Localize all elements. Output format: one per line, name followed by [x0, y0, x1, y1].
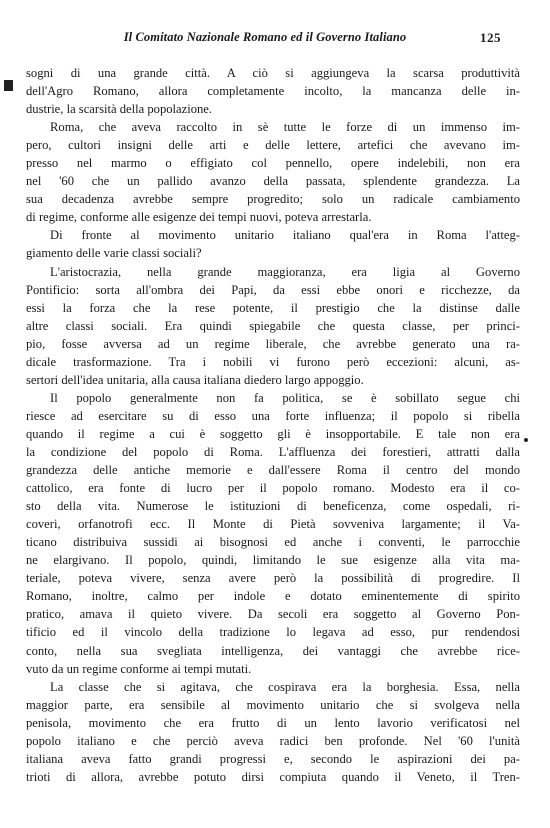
- text-line: Romano, inoltre, calmo per indole e dotato eminentemente di spirito: [26, 589, 520, 604]
- text-line: nel '60 che un pallido avanzo della passata, splendente grandezza. La: [26, 174, 520, 189]
- text-line: coveri, orfanotrofi ecc. Il Monte di Pietà sovveniva largamente; il Va-: [26, 517, 520, 532]
- margin-dot: [524, 438, 528, 442]
- text-line: la condizione del popolo di Roma. L'affluenza dei forestieri, attratti dalla: [26, 444, 520, 459]
- text-line: pero, cultori insigni delle arti e delle lettere, artefici che avevano im-: [26, 138, 520, 153]
- text-line: pratico, amava il quieto vivere. Da secoli era soggetto al Governo Pon-: [26, 607, 520, 622]
- text-line: Roma, che aveva raccolto in sè tutte le forze di un immenso im-: [50, 120, 520, 135]
- text-line: ne elargivano. Il popolo, quindi, limitando le sue esigenze alla vita ma-: [26, 553, 520, 568]
- text-line: La classe che si agitava, che cospirava era la borghesia. Essa, nella: [50, 679, 520, 694]
- text-line: dustrie, la scarsità della popolazione.: [26, 102, 213, 117]
- text-line: sto della vita. Numerose le istituzioni di beneficenza, come ospedali, ri-: [26, 499, 520, 514]
- text-line: grandezza delle antiche memorie e dall'essere Roma il centro del mondo: [26, 463, 520, 478]
- text-line: sertori dell'idea unitaria, alla causa italiana diedero largo appoggio.: [26, 372, 364, 387]
- text-line: sogni di una grande città. A ciò si aggiungeva la scarsa produttività: [26, 66, 520, 80]
- text-line: italiana aveva fatto grandi progressi e, secondo le aspirazioni dei pa-: [26, 751, 520, 766]
- text-line: teriale, poteva vivere, senza avere però la possibilità di progredire. Il: [26, 571, 520, 586]
- text-line: cattolico, era fonte di lucro per il popolo romano. Modesto era il co-: [26, 481, 520, 496]
- text-line: conto, nella sua svegliata intelligenza, dei vantaggi che avrebbe rice-: [26, 643, 520, 658]
- text-line: presso nel marmo o effigiato col pennello, opere indelebili, non era: [26, 156, 520, 171]
- text-line: sua decadenza avrebbe sempre progredito; solo un radicale cambiamento: [26, 192, 520, 207]
- text-line: quando il regime a cui è soggetto gli è insopportabile. E tale non era: [26, 426, 520, 441]
- page-number: 125: [480, 30, 501, 45]
- text-line: tificio ed il vincolo della tradizione lo legava ad esso, pur rendendosi: [26, 625, 520, 640]
- margin-mark: [4, 80, 13, 91]
- text-line: essi la forza che la rese potente, il prestigio che la distinse dalle: [26, 300, 520, 315]
- running-head-title: Il Comitato Nazionale Romano ed il Governo Italiano: [123, 30, 407, 44]
- text-line: di regime, conforme alle esigenze dei tempi nuovi, poteva arrestarla.: [26, 210, 372, 225]
- text-line: Pontificio: sorta all'ombra dei Papi, da essi ebbe onori e ricchezze, da: [26, 282, 520, 297]
- text-line: L'aristocrazia, nella grande maggioranza, era ligia al Governo: [50, 264, 520, 279]
- text-line: pio, fosse avversa ad un regime liberale, che avrebbe generato una ra-: [26, 336, 520, 351]
- text-line: vuto da un regime conforme ai tempi mutati.: [26, 661, 252, 676]
- text-line: giamento delle varie classi sociali?: [26, 246, 202, 261]
- body-text: [26, 64, 520, 786]
- text-line: altre classi sociali. Era quindi spiegabile che questa classe, per princi-: [26, 318, 520, 333]
- text-line: trioti di allora, avrebbe potuto dirsi compiuta quando il Veneto, il Tren-: [26, 769, 520, 784]
- text-line: riesce ad esercitare su di esso una forte influenza; il popolo si ribella: [26, 408, 520, 423]
- text-line: ticano distribuiva sussidi ai bisognosi ed anche i conventi, le parrocchie: [26, 535, 520, 550]
- text-line: Di fronte al movimento unitario italiano qual'era in Roma l'atteg-: [50, 228, 520, 243]
- text-line: popolo italiano e che perciò aveva radici ben profonde. Nel '60 l'unità: [26, 733, 520, 748]
- text-line: dell'Agro Romano, allora completamente incolto, la mancanza delle in-: [26, 84, 520, 99]
- text-line: maggior parte, era sensibile al movimento unitario che si svolgeva nella: [26, 697, 520, 712]
- text-line: dicale trasformazione. Tra i nobili vi furono però eccezioni: alcuni, as-: [26, 354, 520, 369]
- text-line: penisola, movimento che era frutto di un lento lavorio verificatosi nel: [26, 715, 520, 730]
- text-line: Il popolo generalmente non fa politica, se è sobillato segue chi: [50, 390, 520, 405]
